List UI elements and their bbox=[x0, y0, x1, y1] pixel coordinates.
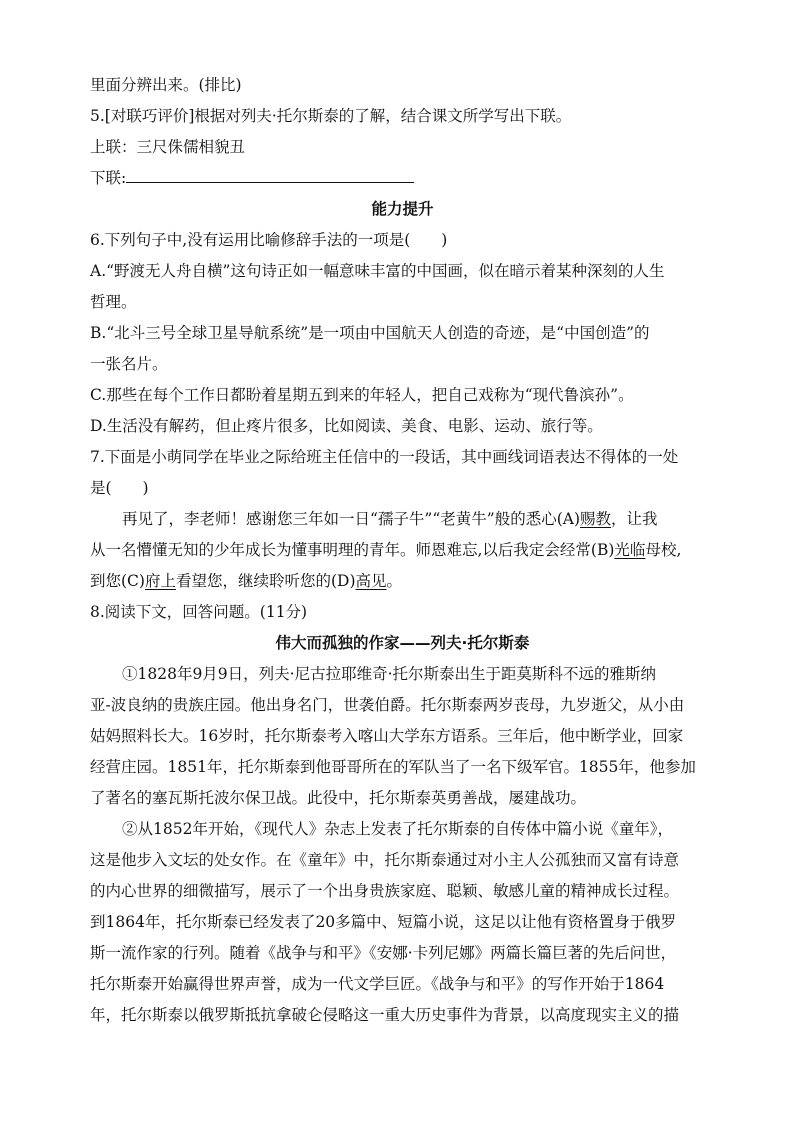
lower-couplet-label: 下联: bbox=[90, 169, 127, 187]
underlined-word-a: 赐教 bbox=[580, 510, 612, 528]
upper-couplet: 上联：三尺侏儒相貌丑 bbox=[90, 138, 246, 156]
article-title: 伟大而孤独的作家——列夫·托尔斯泰 bbox=[275, 634, 530, 652]
letter-text: 母校, bbox=[645, 541, 682, 559]
paragraph-1-line: 经营庄园。1851年，托尔斯泰到他哥哥所在的军队当了一名下级军官。1855年，他参加 bbox=[90, 758, 696, 776]
paragraph-2-line: 这是他步入文坛的处女作。在《童年》中，托尔斯泰通过对小主人公孤独而又富有诗意 bbox=[90, 851, 680, 869]
question-7-stem-line-1: 7.下面是小萌同学在毕业之际给班主任信中的一段话，其中画线词语表达不得体的一处 bbox=[90, 448, 679, 466]
underlined-word-c: 府上 bbox=[144, 572, 176, 590]
paragraph-1-line: 亚-波良纳的贵族庄园。他出身名门，世袭伯爵。托尔斯泰两岁丧母，九岁逝父，从小由 bbox=[90, 696, 685, 714]
option-d: D.生活没有解药，但止疼片很多，比如阅读、美食、电影、运动、旅行等。 bbox=[90, 417, 603, 435]
letter-line-2 bbox=[90, 535, 715, 566]
lower-couplet-row bbox=[90, 163, 715, 194]
section-title: 能力提升 bbox=[371, 200, 434, 218]
question-5-stem: 5.[对联巧评价]根据对列夫·托尔斯泰的了解，结合课文所学写出下联。 bbox=[90, 107, 572, 125]
letter-text: ，让我 bbox=[611, 510, 658, 528]
paragraph-2-line: 托尔斯泰开始赢得世界声誉，成为一代文学巨匠。《战争与和平》的写作开始于1864 bbox=[90, 975, 665, 993]
letter-text: 。 bbox=[386, 572, 403, 590]
paragraph-2-line: 的内心世界的细微描写，展示了一个出身贵族家庭、聪颖、敏感儿童的精神成长过程。 bbox=[90, 882, 680, 900]
letter-text: 再见了，李老师！感谢您三年如一日“孺子牛”“老黄牛”般的悉心(A) bbox=[122, 510, 580, 528]
answer-blank[interactable] bbox=[126, 164, 414, 183]
question-6-stem: 6.下列句子中,没有运用比喻修辞手法的一项是( ) bbox=[90, 231, 448, 249]
paragraph-2-line: ②从1852年开始，《现代人》杂志上发表了托尔斯泰的自传体中篇小说《童年》， bbox=[122, 820, 673, 838]
underlined-word-b: 光临 bbox=[614, 541, 646, 559]
question-8-stem: 8.阅读下文，回答问题。(11分) bbox=[90, 603, 308, 621]
letter-line-1 bbox=[90, 504, 715, 535]
option-a-line-1: A.“野渡无人舟自横”这句诗正如一幅意味丰富的中国画，似在暗示着某种深刻的人生 bbox=[90, 262, 665, 280]
letter-line-3 bbox=[90, 566, 715, 597]
option-a-line-2: 哲理。 bbox=[90, 293, 137, 311]
paragraph-2-line: 年，托尔斯泰以俄罗斯抵抗拿破仑侵略这一重大历史事件为背景，以高度现实主义的描 bbox=[90, 1006, 680, 1024]
paragraph-2-line: 到1864年，托尔斯泰已经发表了20多篇中、短篇小说，这足以让他有资格置身于俄罗 bbox=[90, 913, 677, 931]
option-b-line-1: B.“北斗三号全球卫星导航系统”是一项由中国航天人创造的奇迹，是“中国创造”的 bbox=[90, 324, 650, 342]
letter-text: 看望您，继续聆听您的(D) bbox=[175, 572, 356, 590]
paragraph-1-line: 了著名的塞瓦斯托波尔保卫战。此役中，托尔斯泰英勇善战，屡建战功。 bbox=[90, 789, 587, 807]
paragraph-1-line: ①1828年9月9日，列夫·尼古拉耶维奇·托尔斯泰出生于距莫斯科不远的雅斯纳 bbox=[122, 665, 657, 683]
text-line: 里面分辨出来。(排比) bbox=[90, 76, 242, 94]
option-c: C.那些在每个工作日都盼着星期五到来的年轻人，把自己戏称为“现代鲁滨孙”。 bbox=[90, 386, 634, 404]
paragraph-2-line: 斯一流作家的行列。随着《战争与和平》《安娜·卡列尼娜》两篇长篇巨著的先后问世， bbox=[90, 944, 677, 962]
letter-text: 到您(C) bbox=[90, 572, 145, 590]
paragraph-1-line: 姑妈照料长大。16岁时，托尔斯泰考入喀山大学东方语系。三年后，他中断学业，回家 bbox=[90, 727, 684, 745]
document-page bbox=[90, 70, 715, 1031]
question-7-stem-line-2: 是( ) bbox=[90, 479, 149, 497]
option-b-line-2: 一张名片。 bbox=[90, 355, 168, 373]
underlined-word-d: 高见 bbox=[355, 572, 387, 590]
letter-text: 从一名懵懂无知的少年成长为懂事明理的青年。师恩难忘,以后我定会经常(B) bbox=[90, 541, 615, 559]
